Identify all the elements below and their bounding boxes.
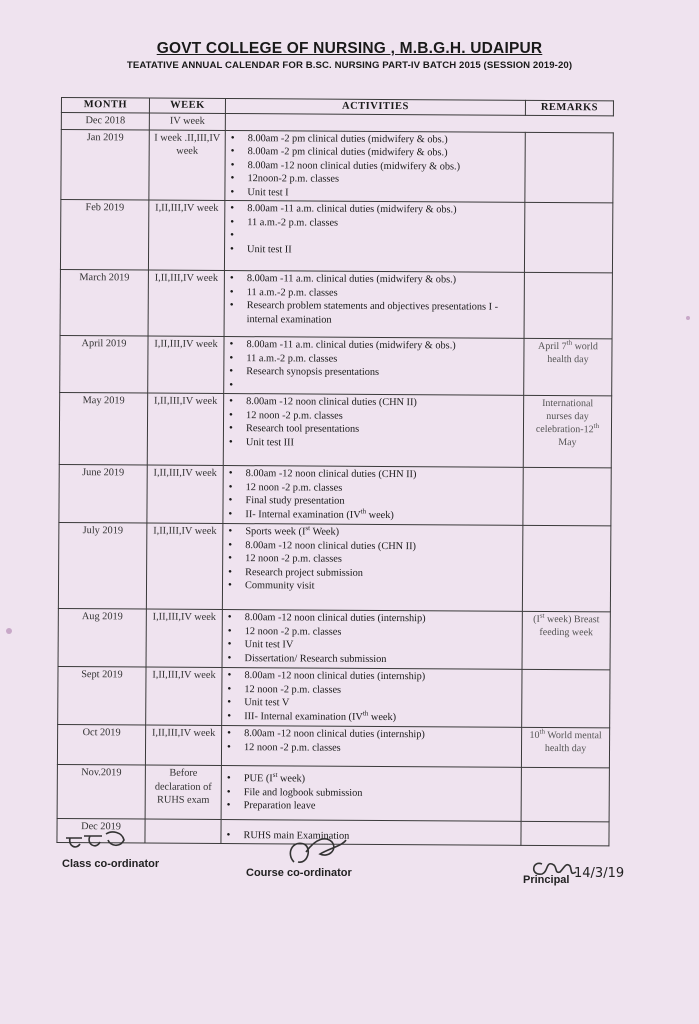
activity-item: • 8.00am -11 a.m. clinical duties (midwifery & obs.) xyxy=(228,338,519,353)
activities-cell xyxy=(221,819,521,845)
week-cell: I,II,III,IV week xyxy=(147,465,223,523)
week-cell: IV week xyxy=(149,113,225,130)
activity-item: • 12 noon -2 p.m. classes xyxy=(228,481,519,496)
activities-cell xyxy=(221,765,521,821)
remarks-cell xyxy=(522,669,610,728)
activities-cell xyxy=(224,337,524,396)
table-row xyxy=(59,392,611,467)
table-row xyxy=(58,666,610,727)
activity-item: • Unit test IV xyxy=(227,638,518,653)
principal-label: Principal xyxy=(523,874,570,886)
activity-item: • Sports week (Ist Week) xyxy=(227,525,518,540)
activity-item: • 8.00am -11 a.m. clinical duties (midwifery & obs.) xyxy=(229,272,520,287)
header-month: MONTH xyxy=(61,98,149,114)
activities-cell xyxy=(222,609,522,669)
activity-item: • Final study presentation xyxy=(227,494,518,509)
activity-item: • Preparation leave xyxy=(226,799,517,814)
activity-item: • 12noon-2 p.m. classes xyxy=(229,172,520,187)
table-row xyxy=(60,269,612,338)
activity-item: • 8.00am -2 pm clinical duties (midwifery & obs.) xyxy=(230,145,521,160)
month-cell: March 2019 xyxy=(60,269,148,336)
activity-item: • 11 a.m.-2 p.m. classes xyxy=(228,352,519,367)
activities-cell xyxy=(223,393,523,467)
activity-item: • File and logbook submission xyxy=(226,786,517,801)
month-cell: Aug 2019 xyxy=(58,608,146,667)
remarks-cell: International nurses day celebration-12th May xyxy=(523,395,611,468)
activity-item: • 8.00am -2 pm clinical duties (midwifery & obs.) xyxy=(230,132,521,147)
document-subtitle: TEATATIVE ANNUAL CALENDAR FOR B.SC. NURSING PART-IV BATCH 2015 (SESSION 2019-20) xyxy=(126,60,573,71)
remarks-cell: 10th World mental health day xyxy=(521,727,609,768)
month-cell: July 2019 xyxy=(58,522,147,609)
activity-item: • Unit test I xyxy=(229,186,520,201)
activity-item: • Research tool presentations xyxy=(228,422,519,437)
activity-item: • 12 noon -2 p.m. classes xyxy=(226,683,517,698)
activity-item: • Unit test V xyxy=(226,696,517,711)
activity-item: • 8.00am -12 noon clinical duties (CHN II) xyxy=(228,467,519,482)
activity-item xyxy=(228,379,519,394)
month-cell: April 2019 xyxy=(60,335,148,393)
remarks-cell: (Ist week) Breast feeding week xyxy=(522,611,610,670)
month-cell: Oct 2019 xyxy=(57,724,145,765)
table-row xyxy=(58,608,610,669)
table-row xyxy=(59,464,611,525)
remarks-cell xyxy=(521,767,609,822)
activities-cell xyxy=(222,667,522,727)
activities-cell xyxy=(222,523,523,611)
table-row xyxy=(61,129,613,203)
activity-item: • RUHS main Examination xyxy=(225,829,516,844)
month-cell: Dec 2019 xyxy=(57,818,145,843)
activity-item: • 8.00am -12 noon clinical duties (midwifery & obs.) xyxy=(230,159,521,174)
table-row xyxy=(57,724,609,767)
activity-item: • 12 noon -2 p.m. classes xyxy=(227,625,518,640)
margin-mark xyxy=(6,628,12,634)
activity-item: • Research synopsis presentations xyxy=(228,365,519,380)
week-cell: I week .II,III,IV week xyxy=(149,130,225,201)
remarks-cell xyxy=(525,132,613,203)
activities-cell xyxy=(221,725,521,767)
activity-item: • 8.00am -12 noon clinical duties (internship) xyxy=(227,611,518,626)
remarks-cell xyxy=(523,467,611,526)
activity-item: • 12 noon -2 p.m. classes xyxy=(228,409,519,424)
month-cell: Feb 2019 xyxy=(60,200,148,271)
activity-item: • 11 a.m.-2 p.m. classes xyxy=(229,216,520,231)
month-cell: June 2019 xyxy=(59,464,147,523)
table-row xyxy=(60,335,612,395)
activity-item: • 12 noon -2 p.m. classes xyxy=(227,552,518,567)
activity-item: • Unit test III xyxy=(228,436,519,451)
table-row xyxy=(60,200,612,273)
week-cell: I,II,III,IV week xyxy=(146,609,222,667)
week-cell: I,II,III,IV week xyxy=(148,336,224,393)
activity-item: • II- Internal examination (IVth week) xyxy=(227,508,518,523)
activity-item: • 8.00am -12 noon clinical duties (CHN II) xyxy=(227,539,518,554)
annual-calendar-table xyxy=(56,97,614,846)
activity-item: • 8.00am -12 noon clinical duties (CHN II) xyxy=(228,395,519,410)
class-coordinator-label: Class co-ordinator xyxy=(62,858,160,870)
week-cell: I,II,III,IV week xyxy=(148,270,224,336)
document-title: GOVT COLLEGE OF NURSING , M.B.G.H. UDAIPUR xyxy=(156,40,543,57)
week-cell: I,II,III,IV week xyxy=(146,523,223,609)
month-cell: Nov.2019 xyxy=(57,764,145,819)
month-cell: Jan 2019 xyxy=(61,129,149,200)
principal-date: 14/3/19 xyxy=(574,866,625,881)
activities-cell xyxy=(223,465,523,525)
activity-item: • 8.00am -12 noon clinical duties (internship) xyxy=(226,727,517,742)
week-cell: I,II,III,IV week xyxy=(145,725,221,765)
activities-cell xyxy=(225,130,525,202)
course-coordinator-signature xyxy=(282,832,352,872)
course-coordinator-label: Course co-ordinator xyxy=(246,867,352,879)
activity-item: • Research problem statements and objectives presentations I -internal examination xyxy=(229,299,520,328)
month-cell: Dec 2018 xyxy=(61,113,149,130)
activity-item: • 8.00am -12 noon clinical duties (internship) xyxy=(226,669,517,684)
week-cell: I,II,III,IV week xyxy=(147,393,223,465)
week-cell: I,II,III,IV week xyxy=(148,200,224,270)
header-week: WEEK xyxy=(149,98,225,113)
margin-mark xyxy=(686,316,690,320)
remarks-cell: April 7th world health day xyxy=(524,338,612,396)
week-cell: Before declaration of RUHS exam xyxy=(145,765,221,819)
activity-item: • 11 a.m.-2 p.m. classes xyxy=(229,286,520,301)
table-row xyxy=(58,522,611,611)
activity-item: • III- Internal examination (IVth week) xyxy=(226,710,517,725)
class-coordinator-signature xyxy=(62,828,132,858)
activities-cell xyxy=(224,271,524,339)
remarks-cell xyxy=(521,821,609,846)
month-cell: Sept 2019 xyxy=(58,666,146,725)
header-remarks: REMARKS xyxy=(525,100,613,116)
activity-item: • Unit test II xyxy=(229,243,520,258)
activity-item: • 12 noon -2 p.m. classes xyxy=(226,741,517,756)
activity-item: • Research project submission xyxy=(227,566,518,581)
activities-cell xyxy=(224,201,524,273)
remarks-cell xyxy=(524,202,612,273)
activity-item: • PUE (Ist week) xyxy=(226,772,517,787)
activity-item: • Community visit xyxy=(227,579,518,594)
month-cell: May 2019 xyxy=(59,392,147,465)
remarks-cell xyxy=(524,272,612,339)
week-cell: I,II,III,IV week xyxy=(146,667,222,725)
table-row xyxy=(57,764,609,821)
header-activities: ACTIVITIES xyxy=(225,99,525,116)
activity-item: • 8.00am -11 a.m. clinical duties (midwifery & obs.) xyxy=(229,202,520,217)
remarks-cell xyxy=(522,525,611,612)
activity-item: • Dissertation/ Research submission xyxy=(227,652,518,667)
week-cell xyxy=(145,819,221,843)
